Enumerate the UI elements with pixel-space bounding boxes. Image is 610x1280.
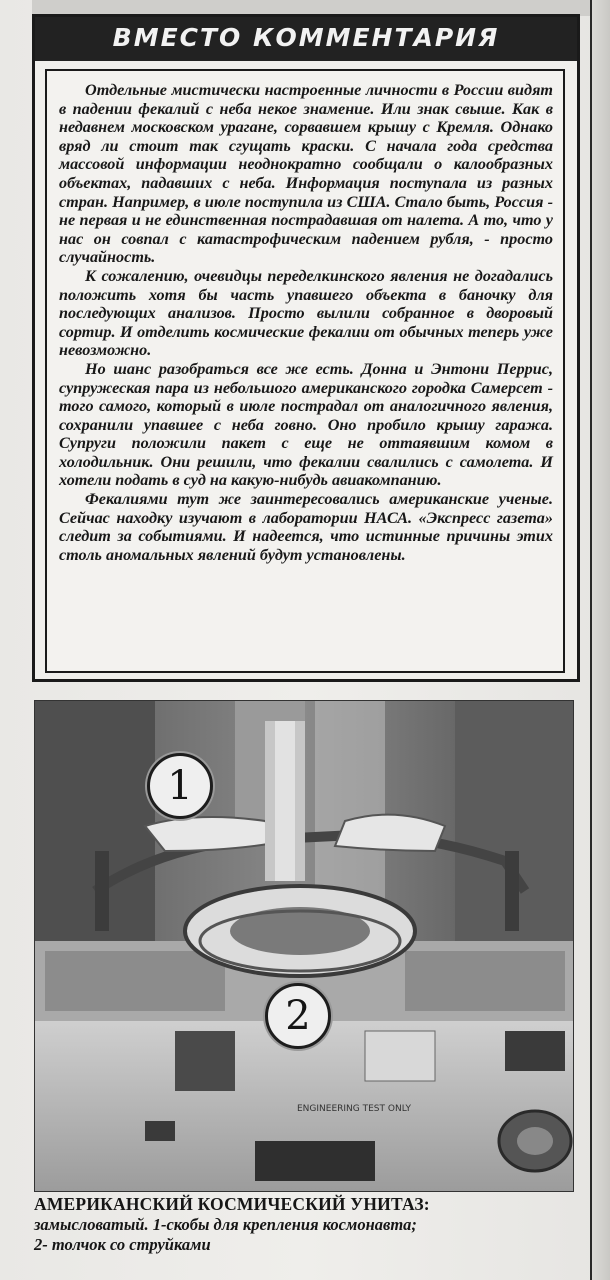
space-toilet-photo (34, 700, 574, 1192)
paragraph-2: К сожалению, очевидцы переделкинского явления не догадались положить хотя бы часть упавшего объекта в баночку для последующих анализов. Просто вылили собранное в дворовый сортир. И отделить космические фекалии от обычных теперь уже невозможно. (59, 266, 553, 360)
page-edge (590, 0, 610, 1280)
article-box (45, 69, 565, 673)
paragraph-1: Отдельные мистически настроенные личности в России видят в падении фекалий с неба некое знамение. Или знак свыше. Как в недавнем московском урагане, сорвавшем крышу с Кремля. Однако вряд ли стоит так сгущать краски. С начала года средства массовой информации неоднократно сообщали о калообразных объектах, падавших с неба. Информация поступала из разных стран. Например, в июле поступила из США. Стало быть, Россия - не первая и не единственная пострадавшая от налета. А то, что у нас он совпал с катастрофическим падением рубля, - просто случайность. (59, 81, 553, 267)
photo-illustration (35, 701, 573, 1191)
paragraph-3: Но шанс разобраться все же есть. Донна и Энтони Перрис, супружеская пара из небольшого американского городка Самерсет - того самого, который в июле пострадал от аналогичного явления, сохранили упавшее с неба говно. Оно пробило крышу гаража. Супруги положили пакет с еще не оттаявшим комом в холодильник. Они решили, что фекалии свалились с самолета. И хотели подать в суд на какую-нибудь авиакомпанию. (59, 359, 553, 490)
caption-line-2: замысловатый. 1-скобы для крепления космонавта; (34, 1215, 417, 1234)
heading-bar (35, 17, 577, 61)
article-frame (32, 14, 580, 682)
article-body (59, 81, 553, 564)
caption-title: АМЕРИКАНСКИЙ КОСМИЧЕСКИЙ УНИТАЗ: (34, 1194, 430, 1214)
marker-1: 1 (147, 753, 213, 819)
article-heading: ВМЕСТО КОММЕНТАРИЯ (112, 23, 500, 52)
photo-caption (34, 1194, 584, 1255)
engineering-label: ENGINEERING TEST ONLY (297, 1104, 412, 1114)
marker-2: 2 (265, 983, 331, 1049)
paragraph-4: Фекалиями тут же заинтересовались американские ученые. Сейчас находку изучают в лаборатории НАСА. «Экспресс газета» следит за событиями. И надеется, что истинные причины этих столь аномальных явлений будут установлены. (59, 490, 553, 564)
caption-line-3: 2- толчок со струйками (34, 1235, 211, 1254)
